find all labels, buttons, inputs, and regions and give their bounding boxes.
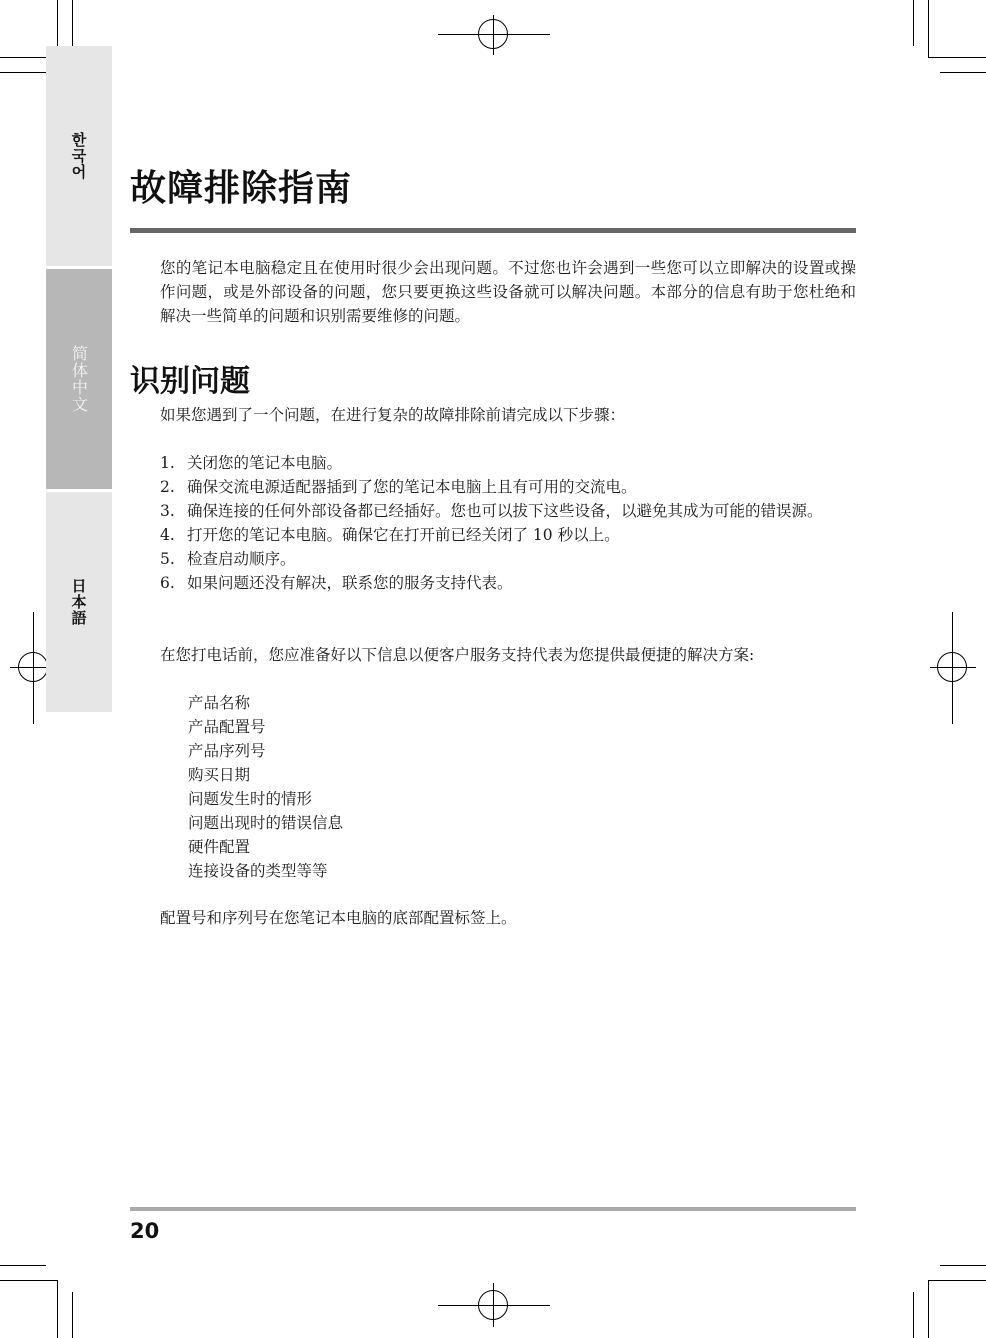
title-divider <box>130 228 856 233</box>
list-item: 产品配置号 <box>188 718 266 736</box>
steps-list <box>160 451 856 595</box>
footer-divider <box>130 1207 856 1211</box>
language-tabs <box>46 46 112 715</box>
tab-japanese-label: 日本語 <box>69 578 88 626</box>
step-item <box>160 571 856 595</box>
tab-simplified-chinese-label: 简体中文 <box>69 345 89 413</box>
step-text: 检查启动顺序。 <box>187 550 296 568</box>
list-item: 购买日期 <box>188 766 251 784</box>
step-text: 确保交流电源适配器插到了您的笔记本电脑上且有可用的交流电。 <box>187 478 637 496</box>
list-item: 产品名称 <box>188 694 251 712</box>
step-text: 打开您的笔记本电脑。确保它在打开前已经关闭了 10 秒以上。 <box>187 526 620 544</box>
info-list <box>188 691 343 883</box>
tab-japanese[interactable] <box>46 492 112 715</box>
step-number: 5. <box>160 550 175 568</box>
footer-note: 配置号和序列号在您笔记本电脑的底部配置标签上。 <box>160 909 517 927</box>
section-heading: 识别问题 <box>130 364 250 399</box>
list-item: 产品序列号 <box>188 742 266 760</box>
step-text: 确保连接的任何外部设备都已经插好。您也可以拔下这些设备，以避免其成为可能的错误源。 <box>187 502 823 520</box>
step-number: 2. <box>160 478 175 496</box>
step-text: 如果问题还没有解决，联系您的服务支持代表。 <box>187 574 513 592</box>
step-item <box>160 451 856 475</box>
intro-paragraph: 您的笔记本电脑稳定且在使用时很少会出现问题。不过您也许会遇到一些您可以立即解决的设置或操作问题，或是外部设备的问题，您只要更换这些设备就可以解决问题。本部分的信息有助于您杜绝和解决一些简单的问题和识别需要维修的问题。 <box>160 259 856 325</box>
list-item: 问题出现时的错误信息 <box>188 814 344 832</box>
list-item: 问题发生时的情形 <box>188 790 313 808</box>
list-item: 连接设备的类型等等 <box>188 862 328 880</box>
page-number: 20 <box>130 1219 160 1243</box>
step-item <box>160 499 856 523</box>
page-title: 故障排除指南 <box>130 168 353 209</box>
step-number: 6. <box>160 574 175 592</box>
list-item: 硬件配置 <box>188 838 251 856</box>
step-text: 关闭您的笔记本电脑。 <box>187 454 343 472</box>
step-number: 1. <box>160 454 175 472</box>
step-item <box>160 523 856 547</box>
step-number: 3. <box>160 502 175 520</box>
tab-korean[interactable] <box>46 46 112 269</box>
step-number: 4. <box>160 526 175 544</box>
step-item <box>160 547 856 571</box>
lead-paragraph: 如果您遇到了一个问题，在进行复杂的故障排除前请完成以下步骤： <box>160 406 626 424</box>
tab-korean-label: 한국어 <box>69 132 88 180</box>
step-item <box>160 475 856 499</box>
contact-paragraph: 在您打电话前，您应准备好以下信息以便客户服务支持代表为您提供最便捷的解决方案: <box>160 646 755 664</box>
tab-simplified-chinese[interactable] <box>46 269 112 492</box>
